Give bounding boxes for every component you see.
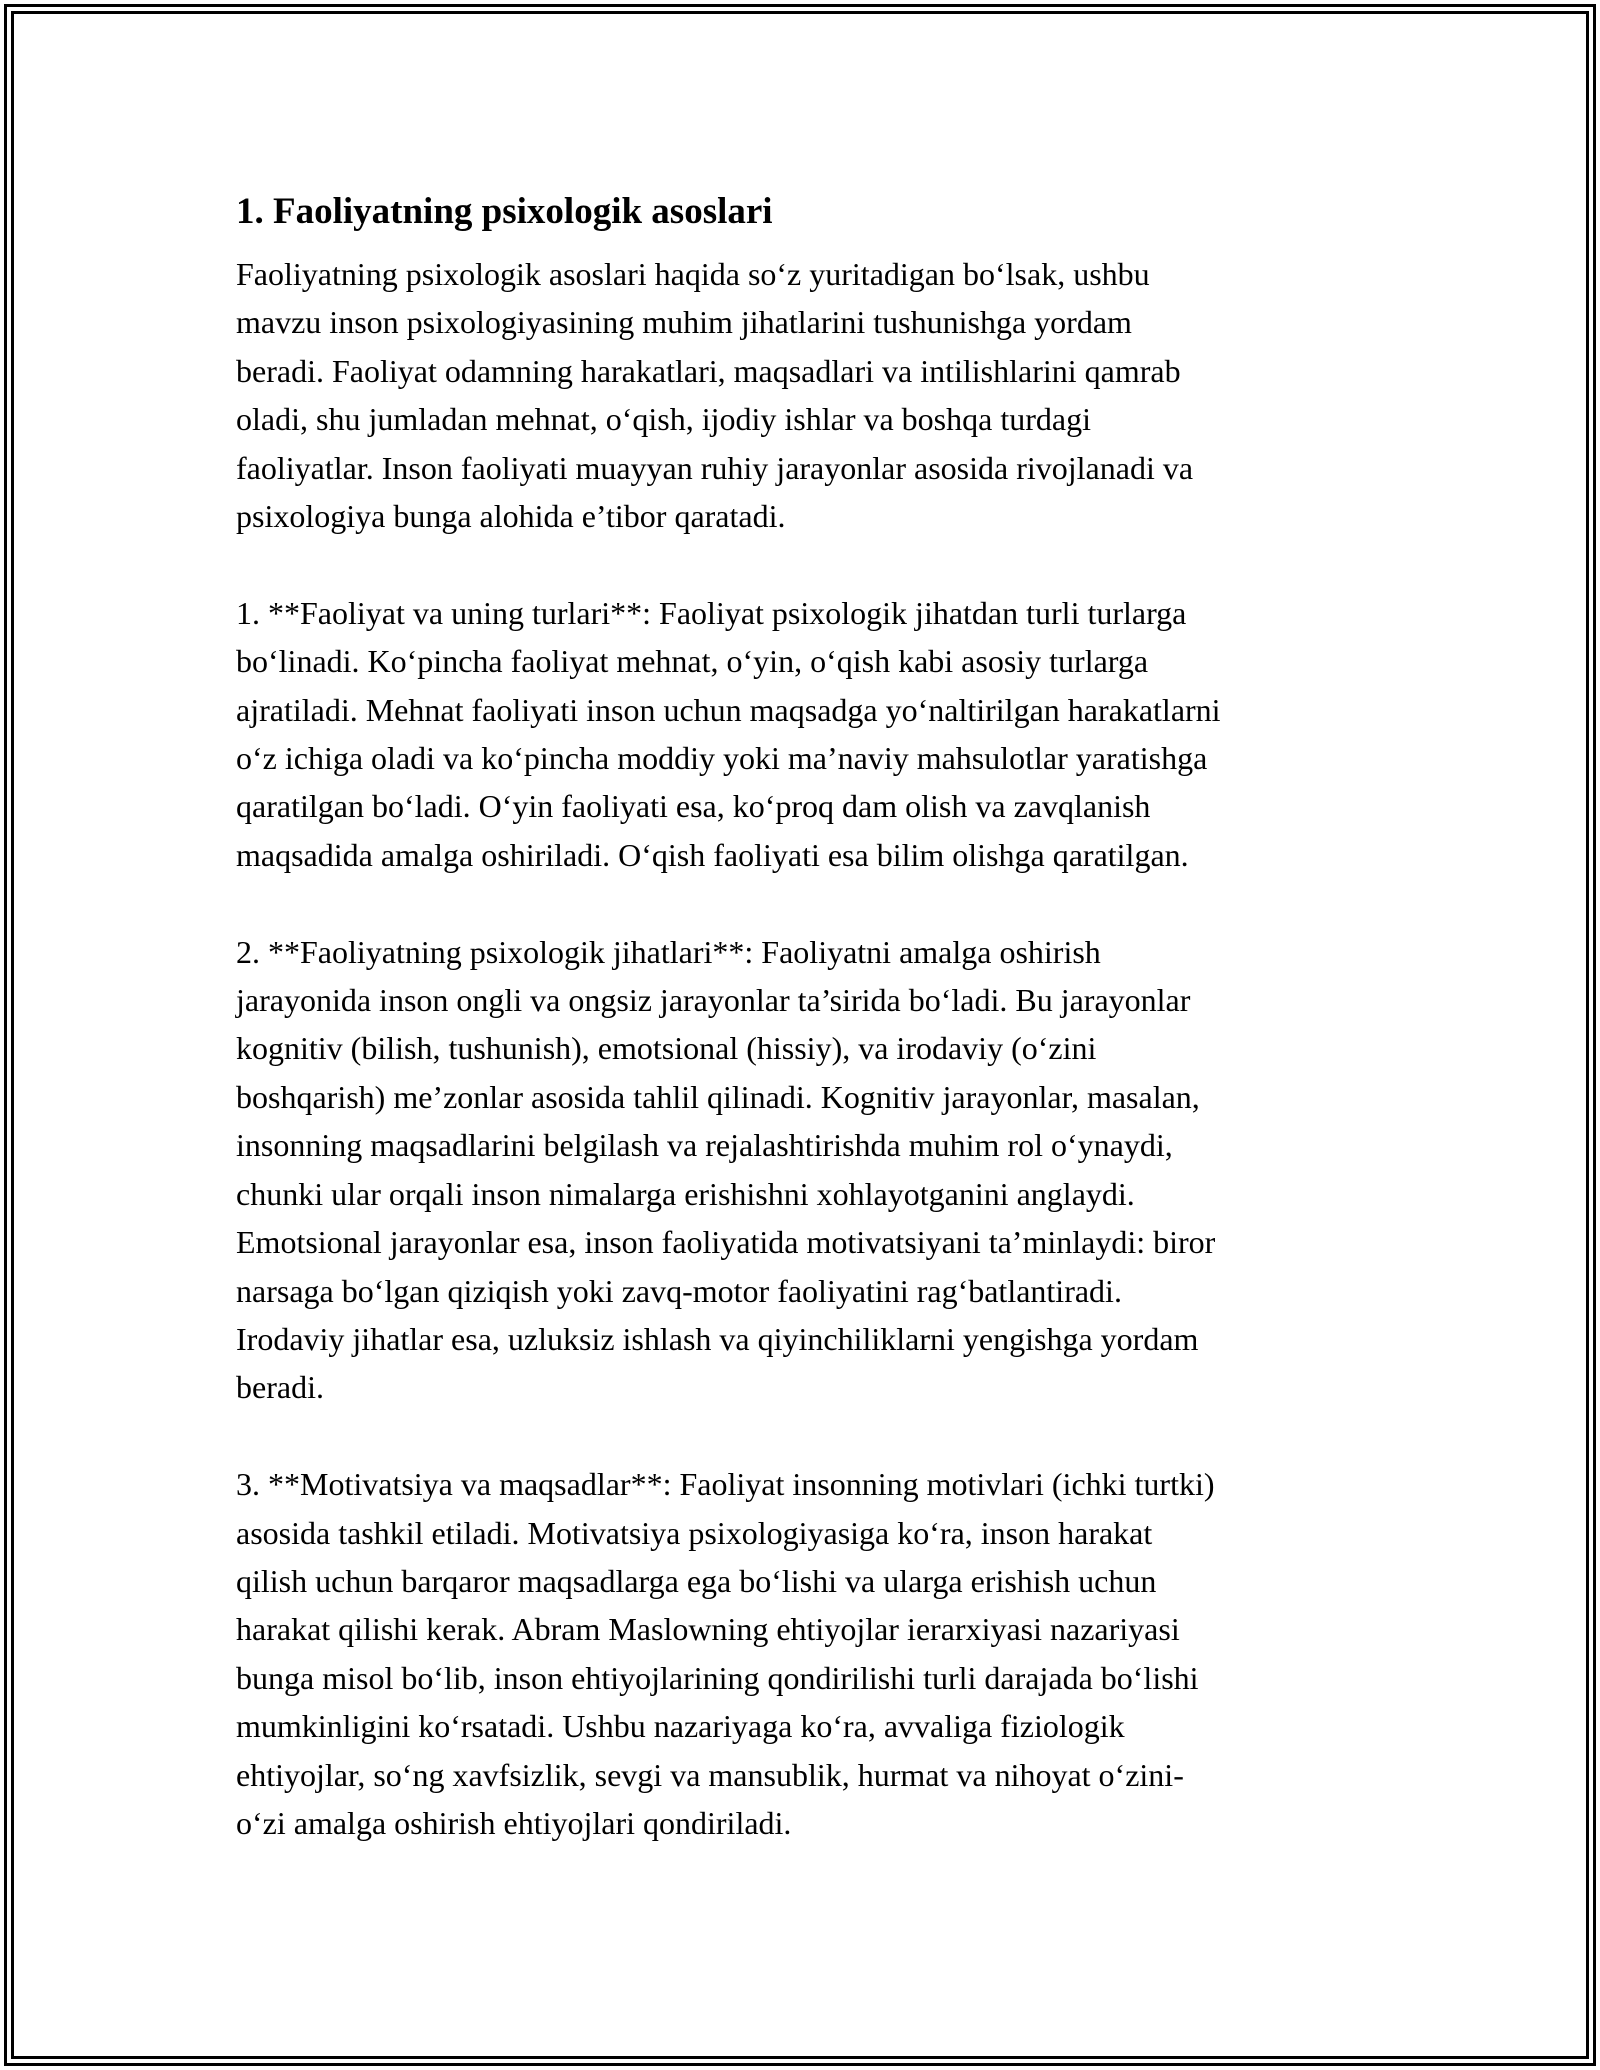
- intro-paragraph: Faoliyatning psixologik asoslari haqida so‘z yuritadigan bo‘lsak, ushbu mavzu inson psixologiyasining muhim jihatlarini tushunishga yordam beradi. Faoliyat odamning harakatlari, maqsadlari va intilishlarini qamrab oladi, shu jumladan mehnat, o‘qish, ijodiy ishlar va boshqa turdagi faoliyatlar. Inson faoliyati muayyan ruhiy jarayonlar asosida rivojlanadi va psixologiya bunga alohida e’tibor qaratadi.: [236, 256, 1194, 535]
- section-2-paragraph: 2. **Faoliyatning psixologik jihatlari**: Faoliyatni amalga oshirish jarayonida inson ongli va ongsiz jarayonlar ta’sirida bo‘ladi. Bu jarayonlar kognitiv (bilish, tushunish), emotsional (hissiy), va irodaviy (o‘zini boshqarish) me’zonlar asosida tahlil qilinadi. Kognitiv jarayonlar, masalan, insonning maqsadlarini belgilash va rejalashtirishda muhim rol o‘ynaydi, chunki ular orqali inson nimalarga erishishni xohlayotganini anglaydi. Emotsional jarayonlar esa, inson faoliyatida motivatsiyani ta’minlaydi: biror narsaga bo‘lgan qiziqish yoki zavq-motor faoliyatini rag‘batlantiradi. Irodaviy jihatlar esa, uzluksiz ishlash va qiyinchiliklarni yengishga yordam beradi.: [236, 933, 1216, 1406]
- document-body: [236, 186, 1376, 1847]
- page-title: 1. Faoliyatning psixologik asoslari: [236, 191, 773, 232]
- section-3-paragraph: 3. **Motivatsiya va maqsadlar**: Faoliyat insonning motivlari (ichki turtki) asosida tashkil etiladi. Motivatsiya psixologiyasiga ko‘ra, inson harakat qilish uchun barqaror maqsadlarga ega bo‘lishi va ularga erishish uchun harakat qilishi kerak. Abram Maslowning ehtiyojlar ierarxiyasi nazariyasi bunga misol bo‘lib, inson ehtiyojlarining qondirilishi turli darajada bo‘lishi mumkinligini ko‘rsatadi. Ushbu nazariyaga ko‘ra, avvaliga fiziologik ehtiyojlar, so‘ng xavfsizlik, sevgi va mansublik, hurmat va nihoyat o‘zini- o‘zi amalga oshirish ehtiyojlari qondiriladi.: [236, 1466, 1215, 1841]
- section-1-paragraph: 1. **Faoliyat va uning turlari**: Faoliyat psixologik jihatdan turli turlarga bo‘linadi. Ko‘pincha faoliyat mehnat, o‘yin, o‘qish kabi asosiy turlarga ajratiladi. Mehnat faoliyati inson uchun maqsadga yo‘naltirilgan harakatlarni o‘z ichiga oladi va ko‘pincha moddiy yoki ma’naviy mahsulotlar yaratishga qaratilgan bo‘ladi. O‘yin faoliyati esa, ko‘proq dam olish va zavqlanish maqsadida amalga oshiriladi. O‘qish faoliyati esa bilim olishga qaratilgan.: [236, 594, 1221, 873]
